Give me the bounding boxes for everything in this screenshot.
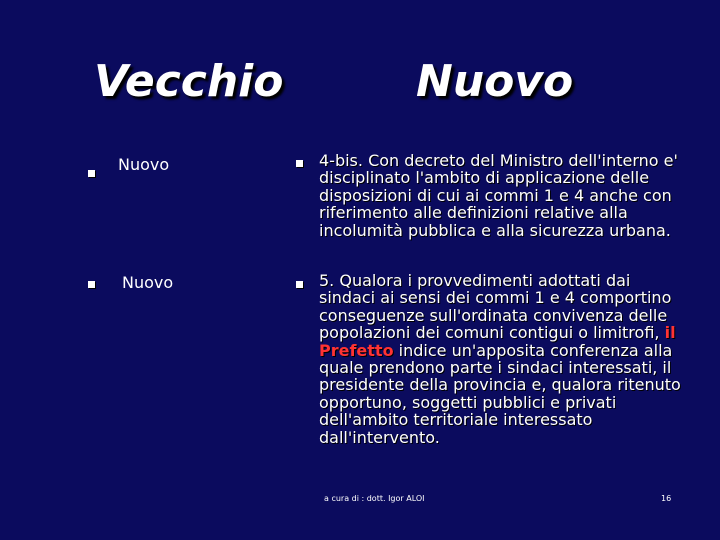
left-list-item: Nuovo (118, 155, 170, 174)
left-list-item: Nuovo (122, 273, 174, 292)
title-nuovo: Nuovo (416, 56, 574, 107)
bullet-square-icon (88, 170, 95, 177)
item5-text-start: 5. Qualora i provvedimenti adottati dai sindaci ai sensi dei commi 1 e 4 comportino conseguenze sull'ordinata convivenza delle popolazioni dei comuni contigui o limitrofi, (319, 271, 672, 343)
title-vecchio: Vecchio (94, 56, 284, 107)
footer-author: a cura di : dott. Igor ALOI (324, 494, 425, 503)
bullet-square-icon (88, 281, 95, 288)
page-number: 16 (661, 494, 672, 503)
item5-text-end: indice un'apposita conferenza alla quale prendono parte i sindaci interessati, il presidente della provincia e, qualora ritenuto opportuno, soggetti pubblici e privati dell'ambito territoriale interessato dall'intervento. (319, 340, 681, 447)
bullet-square-icon (296, 160, 303, 167)
right-list-item-4bis: 4-bis. Con decreto del Ministro dell'interno e' disciplinato l'ambito di applicazione delle disposizioni di cui ai commi 1 e 4 anche con riferimento alle definizioni relative alla incolumità pubblica e alla sicurezza urbana. (319, 151, 678, 240)
bullet-square-icon (296, 281, 303, 288)
right-list-item-5 (319, 272, 691, 446)
item5-highlight-prefetto: il Prefetto (319, 323, 676, 360)
